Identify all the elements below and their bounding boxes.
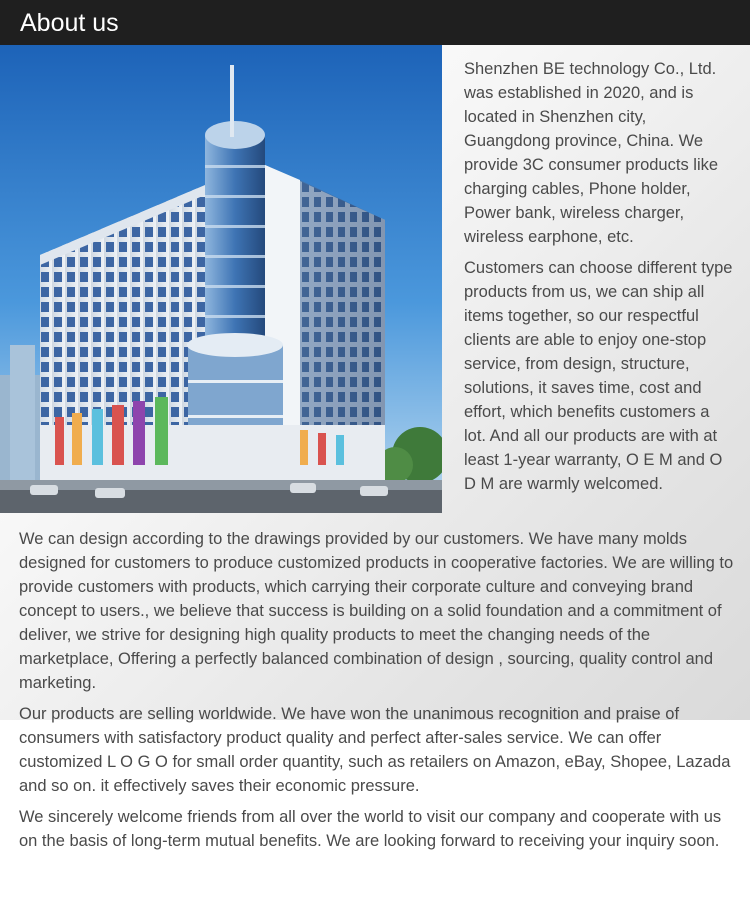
intro-paragraph: Shenzhen BE technology Co., Ltd. was established in 2020, and is located in Shenzhen city, Guangdong province, China. We provide 3C consumer products like charging cables, Phone holder, Power bank, wireless charger, wireless earphone, etc. bbox=[464, 60, 719, 246]
building-illustration bbox=[0, 45, 442, 513]
worldwide-paragraph: Our products are selling worldwide. We have won the unanimous recognition and praise of consumers with satisfactory product quality and perfect after-sales service. We can offer customized L O G O for small order quantity, such as retailers on Amazon, eBay, Shopee, Lazada and so on. it effectively saves their economic pressure. bbox=[19, 705, 731, 795]
intro-text-column bbox=[464, 57, 736, 503]
welcome-paragraph: We sincerely welcome friends from all over the world to visit our company and cooperate with us on the basis of long-term mutual benefits. We are looking forward to receiving your inquiry soon. bbox=[19, 808, 722, 850]
section-header bbox=[0, 0, 750, 45]
page-title: About us bbox=[20, 9, 119, 37]
design-paragraph: We can design according to the drawings provided by our customers. We have many molds designed for customers to produce customized products in cooperative factories. We are willing to provide customers with products, which carrying their corporate culture and conveying brand concept to users., we believe that success is building on a solid foundation and a commitment of deliver, we strive for designing high quality products to meet the changing needs of the marketplace, Offering a perfectly balanced combination of design , sourcing, quality control and marketing. bbox=[19, 530, 734, 692]
services-paragraph: Customers can choose different type products from us, we can ship all items together, so our respectful clients are able to enjoy one-stop service, from design, structure, solutions, it saves time, cost and effort, which benefits customers a lot. And all our products are with at least 1-year warranty, O E M and O D M are warmly welcomed. bbox=[464, 259, 733, 493]
company-building-photo bbox=[0, 45, 442, 513]
details-text bbox=[19, 527, 739, 860]
